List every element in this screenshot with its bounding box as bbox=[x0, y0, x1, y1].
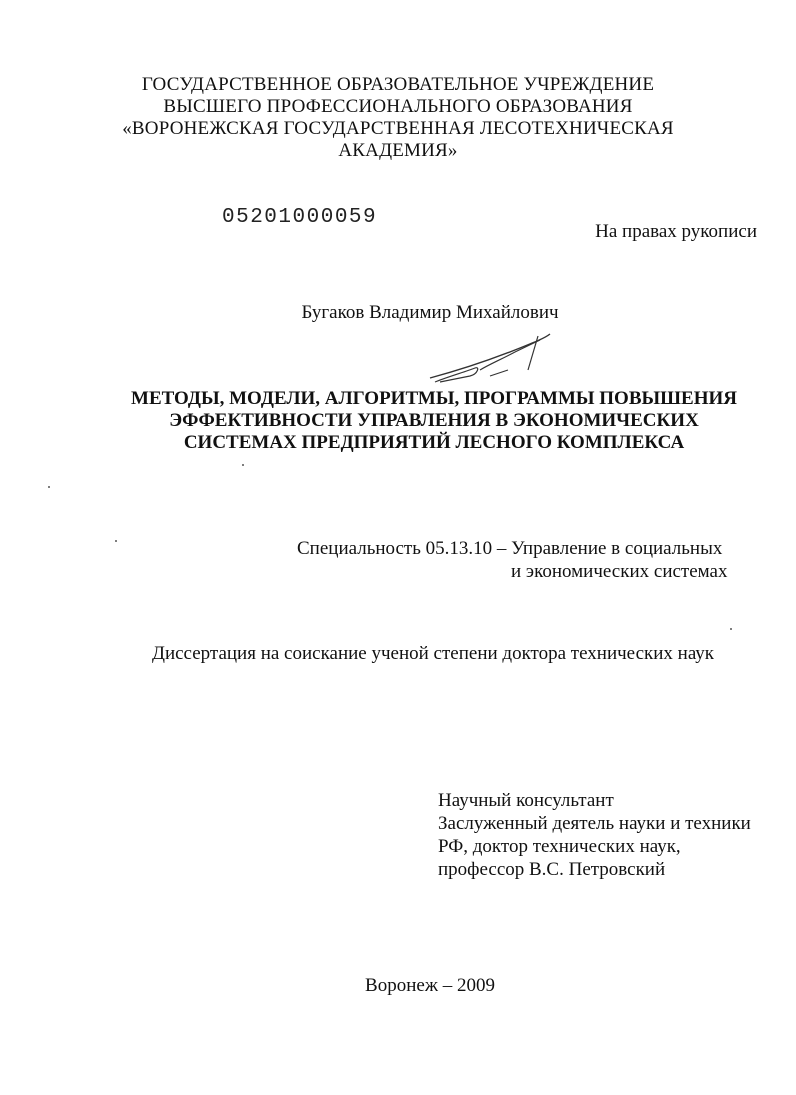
specialty-line-2: и экономических системах bbox=[511, 561, 728, 582]
title-line: МЕТОДЫ, МОДЕЛИ, АЛГОРИТМЫ, ПРОГРАММЫ ПОВЫШЕНИЯ bbox=[131, 388, 737, 409]
institution-line: ВЫСШЕГО ПРОФЕССИОНАЛЬНОГО ОБРАЗОВАНИЯ bbox=[163, 96, 633, 117]
consultant-line: Заслуженный деятель науки и техники bbox=[438, 813, 751, 834]
signature bbox=[420, 330, 560, 390]
institution-line: «ВОРОНЕЖСКАЯ ГОСУДАРСТВЕННАЯ ЛЕСОТЕХНИЧЕСКАЯ bbox=[122, 118, 674, 139]
scan-speck bbox=[730, 628, 732, 630]
scientific-consultant bbox=[438, 789, 751, 881]
dissertation-title bbox=[100, 388, 768, 454]
title-line: ЭФФЕКТИВНОСТИ УПРАВЛЕНИЯ В ЭКОНОМИЧЕСКИХ bbox=[169, 410, 699, 431]
scan-speck bbox=[115, 540, 117, 542]
institution-line: ГОСУДАРСТВЕННОЕ ОБРАЗОВАТЕЛЬНОЕ УЧРЕЖДЕНИЕ bbox=[141, 74, 655, 95]
registration-code: 05201000059 bbox=[222, 206, 378, 229]
consultant-line: профессор В.С. Петровский bbox=[438, 859, 666, 880]
scan-speck bbox=[242, 464, 244, 466]
rights-note: На правах рукописи bbox=[595, 221, 757, 242]
consultant-line: Научный консультант bbox=[438, 790, 614, 811]
title-line: СИСТЕМАХ ПРЕДПРИЯТИЙ ЛЕСНОГО КОМПЛЕКСА bbox=[183, 432, 685, 453]
scan-speck bbox=[48, 486, 50, 488]
specialty bbox=[297, 537, 727, 583]
specialty-line-1: Специальность 05.13.10 – Управление в социальных bbox=[297, 538, 723, 559]
consultant-line: РФ, доктор технических наук, bbox=[438, 836, 681, 857]
dissertation-type: Диссертация на соискание ученой степени доктора технических наук bbox=[152, 643, 715, 664]
institution-line: АКАДЕМИЯ» bbox=[338, 140, 458, 161]
institution-header bbox=[120, 74, 676, 162]
author-name: Бугаков Владимир Михайлович bbox=[301, 302, 559, 323]
city-year: Воронеж – 2009 bbox=[365, 975, 495, 996]
